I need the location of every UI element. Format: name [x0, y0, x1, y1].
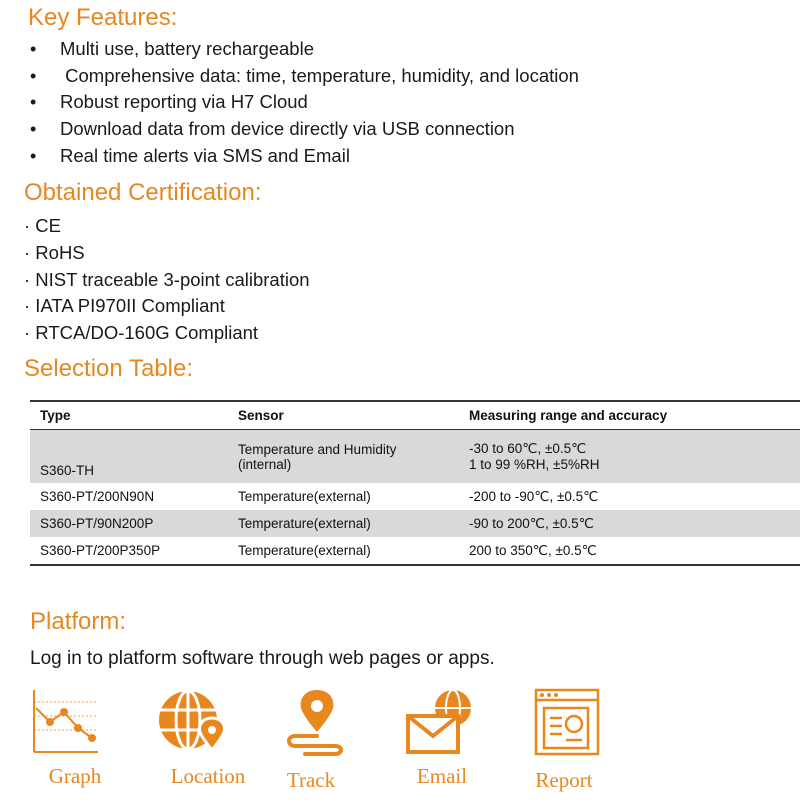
- feature-text: Robust reporting via H7 Cloud: [60, 91, 308, 113]
- certification-list: [24, 213, 310, 347]
- range-cell: -90 to 200℃, ±0.5℃: [459, 510, 800, 537]
- table-row: [30, 483, 800, 510]
- platform-label-email: Email: [416, 764, 468, 788]
- feature-text: Real time alerts via SMS and Email: [60, 144, 350, 166]
- type-cell: S360-PT/200N90N: [40, 489, 155, 504]
- table-row: [30, 430, 800, 484]
- bullet-icon: •: [30, 65, 37, 86]
- type-cell: S360-PT/200P350P: [40, 543, 161, 558]
- range-line: -30 to 60℃, ±0.5℃: [469, 441, 587, 456]
- platform-intro: Log in to platform software through web pages or apps.: [30, 648, 495, 669]
- sensor-cell: Temperature(external): [238, 489, 371, 504]
- key-features-list: [30, 36, 579, 169]
- range-line: 1 to 99 %RH, ±5%RH: [469, 457, 600, 472]
- type-cell: S360-PT/90N200P: [30, 510, 228, 537]
- feature-text: Download data from device directly via USB connection: [60, 118, 515, 140]
- list-item: · CE: [24, 215, 61, 236]
- selection-table: [30, 400, 800, 566]
- sensor-cell: Temperature(external): [238, 543, 371, 558]
- sensor-cell: Temperature(external): [228, 510, 459, 537]
- list-item: · RTCA/DO-160G Compliant: [24, 322, 259, 344]
- platform-label-report: Report: [535, 768, 593, 792]
- list-item: [30, 89, 579, 116]
- column-header-sensor: Sensor: [228, 401, 459, 430]
- platform-heading: Platform:: [30, 608, 127, 635]
- platform-label-location: Location: [170, 764, 246, 788]
- range-cell: -200 to -90℃, ±0.5℃: [469, 488, 599, 504]
- feature-text: Multi use, battery rechargeable: [60, 38, 314, 59]
- certification-heading: Obtained Certification:: [24, 179, 262, 206]
- key-features-heading: Key Features:: [28, 4, 178, 31]
- feature-text: Comprehensive data: time, temperature, humidity, and location: [60, 64, 579, 86]
- bullet-icon: •: [30, 119, 37, 140]
- track-pin-icon: [283, 688, 347, 758]
- platform-label-track: Track: [286, 768, 336, 792]
- table-row: [30, 537, 800, 565]
- selection-table-heading: Selection Table:: [24, 355, 194, 382]
- sensor-cell: [228, 430, 459, 484]
- globe-location-icon: [156, 688, 226, 754]
- column-header-type: Type: [30, 401, 228, 430]
- list-item: [30, 116, 579, 143]
- range-cell: [459, 430, 800, 484]
- table-row: [30, 510, 800, 537]
- list-item: · IATA PI970II Compliant: [24, 295, 225, 317]
- email-globe-icon: [405, 688, 477, 756]
- column-header-range: Measuring range and accuracy: [459, 401, 800, 430]
- type-cell: S360-TH: [30, 430, 228, 484]
- sensor-line: Temperature and Humidity: [238, 441, 397, 457]
- range-cell: 200 to 350℃, ±0.5℃: [469, 542, 597, 558]
- graph-icon: [30, 688, 100, 756]
- list-item: · RoHS: [24, 241, 85, 263]
- list-item: · NIST traceable 3-point calibration: [24, 268, 310, 290]
- bullet-icon: •: [30, 145, 37, 166]
- bullet-icon: •: [30, 39, 37, 59]
- list-item: [30, 143, 579, 170]
- platform-label-graph: Graph: [48, 764, 102, 788]
- sensor-line: (internal): [238, 456, 292, 472]
- list-item: [30, 63, 579, 90]
- bullet-icon: •: [30, 92, 37, 113]
- table-header-row: [30, 401, 800, 430]
- report-document-icon: [532, 688, 600, 758]
- list-item: [30, 36, 579, 63]
